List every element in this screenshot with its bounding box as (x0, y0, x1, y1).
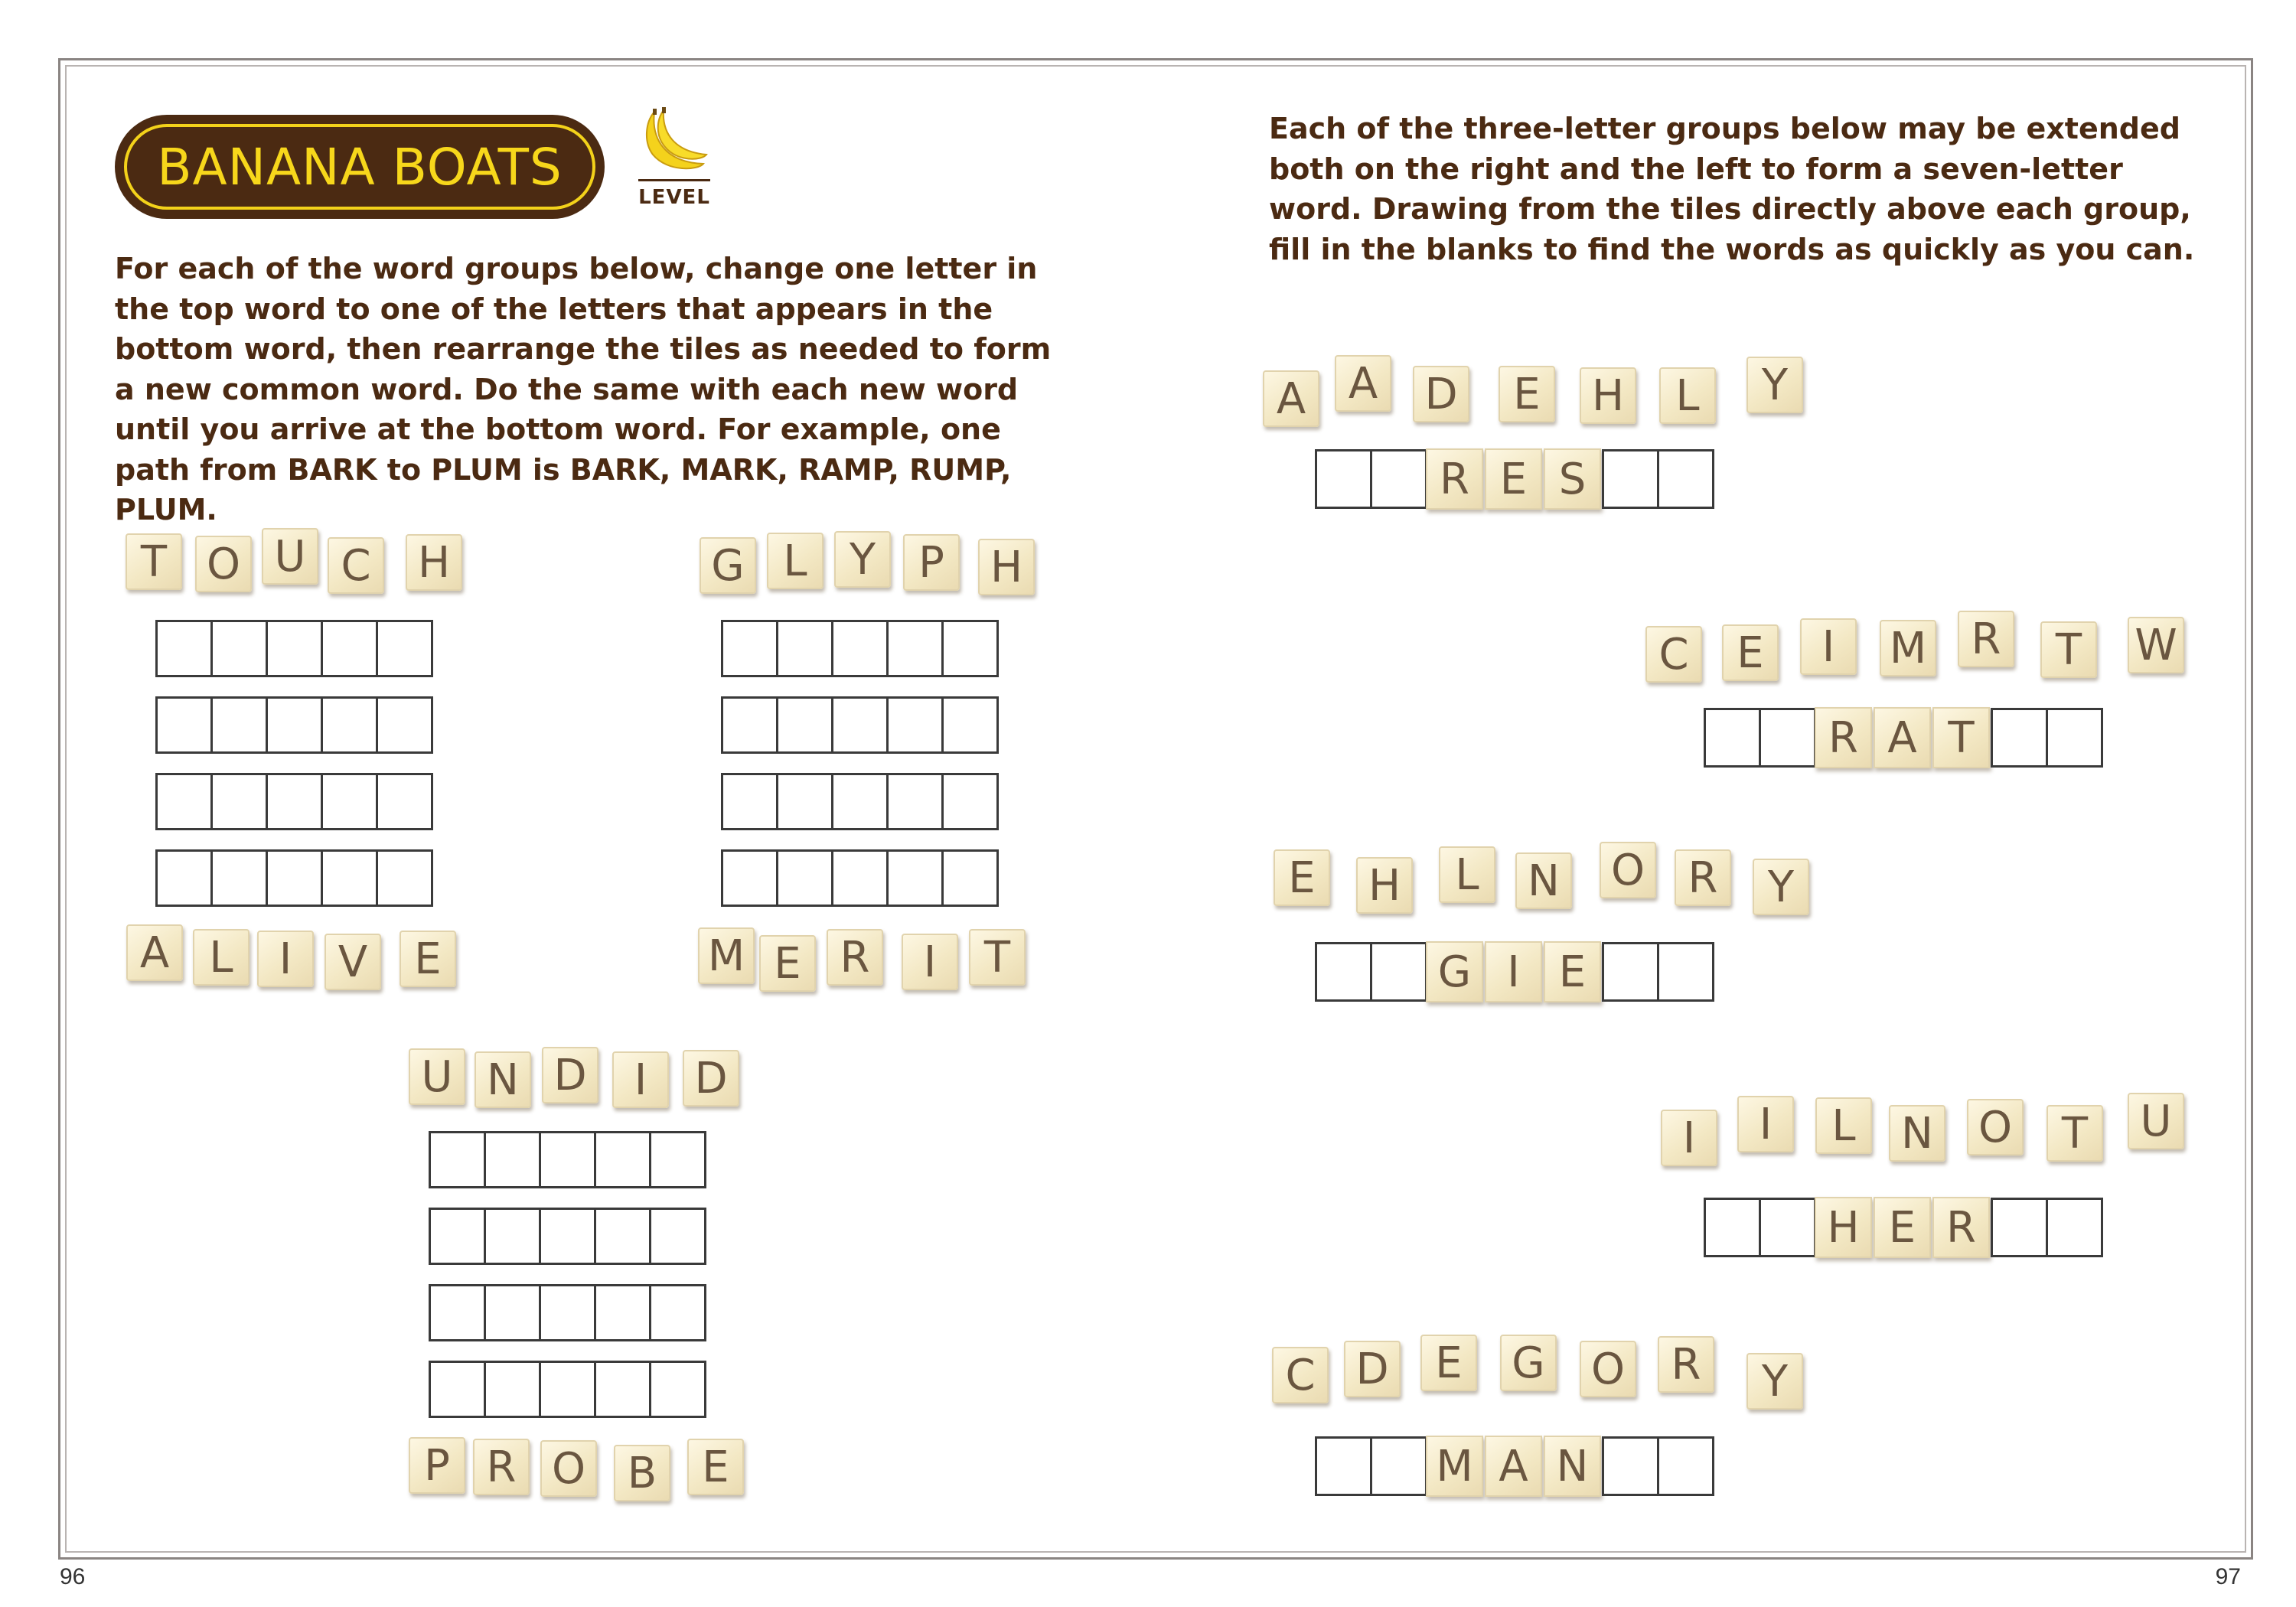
answer-cell[interactable] (886, 620, 944, 677)
answer-row[interactable] (429, 1284, 704, 1341)
letter-tile: H (1356, 857, 1413, 914)
answer-cell[interactable] (1315, 942, 1372, 1002)
letter-tile: E (1420, 1335, 1477, 1391)
letter-tile: M (1880, 620, 1936, 676)
answer-cell[interactable] (539, 1361, 596, 1418)
letter-tile: E (1722, 624, 1779, 681)
answer-cell[interactable] (1704, 1198, 1761, 1257)
answer-row[interactable] (155, 696, 431, 754)
letter-tile: I (1800, 618, 1857, 675)
answer-cell[interactable] (321, 620, 378, 677)
letter-tile: I (1661, 1110, 1717, 1166)
answer-cell[interactable] (941, 696, 999, 754)
letter-tile: L (1439, 846, 1495, 903)
level-indicator (632, 107, 716, 209)
answer-cell[interactable] (266, 849, 323, 907)
fixed-letter-tile: H (1815, 1197, 1872, 1258)
answer-cell[interactable] (831, 696, 889, 754)
letter-tile: W (2128, 617, 2184, 673)
fixed-letter-tile: A (1874, 707, 1931, 768)
answer-cell[interactable] (539, 1284, 596, 1341)
answer-cell[interactable] (776, 620, 833, 677)
answer-cell[interactable] (941, 849, 999, 907)
letter-tile: N (475, 1051, 531, 1108)
letter-tile: N (1889, 1105, 1945, 1162)
letter-tile: U (262, 528, 318, 585)
letter-tile: D (683, 1050, 739, 1107)
answer-cell[interactable] (376, 620, 433, 677)
answer-cell[interactable] (886, 849, 944, 907)
letter-tile: H (1580, 367, 1636, 424)
answer-cell[interactable] (321, 849, 378, 907)
letter-tile: G (700, 537, 756, 594)
answer-cell[interactable] (1704, 708, 1761, 768)
letter-tile: H (406, 534, 462, 591)
answer-cell[interactable] (721, 696, 778, 754)
answer-cell[interactable] (1759, 708, 1816, 768)
letter-tile: I (902, 934, 958, 990)
answer-cell[interactable] (886, 696, 944, 754)
answer-cell[interactable] (484, 1361, 541, 1418)
answer-row[interactable] (155, 773, 431, 830)
letter-tile: O (195, 536, 252, 592)
answer-row[interactable] (429, 1131, 704, 1188)
answer-cell[interactable] (721, 849, 778, 907)
letter-tile: O (1967, 1099, 2024, 1156)
fixed-letter-tile: E (1544, 941, 1601, 1002)
letter-tile: C (1645, 626, 1702, 683)
letter-tile: Y (1753, 859, 1809, 915)
fixed-letter-tile: R (1932, 1197, 1990, 1258)
answer-row[interactable] (429, 1361, 704, 1418)
answer-cell[interactable] (721, 620, 778, 677)
letter-tile: R (1658, 1336, 1714, 1393)
answer-cell[interactable] (1602, 449, 1659, 509)
letter-tile: Y (1746, 1353, 1803, 1410)
letter-tile: R (1958, 611, 2014, 667)
fixed-letter-tile: I (1485, 941, 1542, 1002)
letter-tile: L (1659, 367, 1716, 424)
answer-cell[interactable] (429, 1131, 486, 1188)
answer-cell[interactable] (210, 773, 268, 830)
answer-cell[interactable] (2046, 708, 2103, 768)
answer-cell[interactable] (484, 1208, 541, 1265)
answer-cell[interactable] (831, 620, 889, 677)
answer-cell[interactable] (1759, 1198, 1816, 1257)
answer-cell[interactable] (594, 1208, 651, 1265)
answer-cell[interactable] (776, 849, 833, 907)
answer-cell[interactable] (1991, 708, 2048, 768)
answer-cell[interactable] (1370, 1436, 1427, 1496)
answer-cell[interactable] (721, 773, 778, 830)
letter-tile: I (612, 1051, 669, 1108)
page-number-right: 97 (2215, 1564, 2241, 1589)
answer-row[interactable] (155, 849, 431, 907)
answer-cell[interactable] (429, 1361, 486, 1418)
page-title: BANANA BOATS (124, 124, 595, 210)
letter-tile: V (325, 934, 381, 990)
answer-cell[interactable] (484, 1131, 541, 1188)
word-row (1315, 1436, 1712, 1497)
answer-cell[interactable] (649, 1361, 706, 1418)
fixed-letter-tile: E (1485, 448, 1542, 510)
answer-cell[interactable] (376, 773, 433, 830)
answer-cell[interactable] (155, 696, 213, 754)
answer-cell[interactable] (539, 1208, 596, 1265)
answer-cell[interactable] (594, 1284, 651, 1341)
answer-cell[interactable] (429, 1208, 486, 1265)
fixed-letter-tile: E (1874, 1197, 1931, 1258)
answer-cell[interactable] (1602, 942, 1659, 1002)
letter-tile: Y (1746, 357, 1803, 413)
answer-cell[interactable] (155, 773, 213, 830)
letter-tile: A (1335, 355, 1391, 412)
letter-tile: T (126, 533, 182, 590)
fixed-letter-tile: T (1932, 707, 1990, 768)
letter-tile: T (969, 929, 1026, 986)
letter-tile: G (1500, 1335, 1557, 1391)
answer-cell[interactable] (1370, 942, 1427, 1002)
letter-tile: T (2040, 621, 2097, 678)
letter-tile: D (1344, 1341, 1401, 1397)
fixed-letter-tile: S (1544, 448, 1601, 510)
fixed-letter-tile: R (1426, 448, 1483, 510)
answer-cell[interactable] (210, 696, 268, 754)
answer-cell[interactable] (1657, 1436, 1714, 1496)
answer-cell[interactable] (539, 1131, 596, 1188)
word-row (1704, 707, 2101, 768)
answer-cell[interactable] (1315, 1436, 1372, 1496)
letter-tile: O (1580, 1341, 1636, 1397)
letter-tile: R (827, 929, 883, 986)
answer-cell[interactable] (376, 849, 433, 907)
answer-cell[interactable] (1657, 942, 1714, 1002)
answer-cell[interactable] (1991, 1198, 2048, 1257)
letter-tile: L (193, 929, 249, 986)
answer-cell[interactable] (594, 1131, 651, 1188)
answer-cell[interactable] (1602, 1436, 1659, 1496)
letter-tile: C (1272, 1347, 1329, 1403)
answer-cell[interactable] (1315, 449, 1372, 509)
letter-tile: B (614, 1445, 670, 1501)
fixed-letter-tile: N (1544, 1436, 1601, 1497)
level-rule (638, 179, 710, 181)
answer-cell[interactable] (2046, 1198, 2103, 1257)
answer-cell[interactable] (266, 620, 323, 677)
answer-cell[interactable] (429, 1284, 486, 1341)
letter-tile: Y (834, 531, 891, 588)
word-row (1704, 1197, 2101, 1258)
answer-cell[interactable] (321, 696, 378, 754)
letter-tile: E (687, 1439, 744, 1495)
letter-tile: L (767, 533, 823, 589)
answer-cell[interactable] (886, 773, 944, 830)
fixed-letter-tile: R (1815, 707, 1872, 768)
word-row (1315, 941, 1712, 1002)
instructions-left: For each of the word groups below, change one letter in the top word to one of the letters that appears in the bottom word, then rearrange the tiles as needed to form a new common word. Do the same with each new word until you arrive at the bottom word. For example, one path from BARK to PLUM is BARK, MARK, RAMP, RUMP, PLUM. (115, 252, 1052, 526)
answer-cell[interactable] (266, 773, 323, 830)
answer-cell[interactable] (776, 696, 833, 754)
letter-tile: E (1274, 849, 1330, 906)
letter-tile: R (473, 1439, 530, 1495)
answer-row[interactable] (721, 620, 996, 677)
letter-tile: N (1515, 852, 1572, 909)
answer-cell[interactable] (321, 773, 378, 830)
answer-row[interactable] (721, 849, 996, 907)
answer-cell[interactable] (941, 620, 999, 677)
letter-tile: T (2047, 1105, 2103, 1162)
answer-cell[interactable] (649, 1208, 706, 1265)
answer-row[interactable] (721, 773, 996, 830)
letter-tile: A (126, 924, 183, 981)
answer-cell[interactable] (155, 849, 213, 907)
answer-cell[interactable] (484, 1284, 541, 1341)
answer-cell[interactable] (1370, 449, 1427, 509)
answer-row[interactable] (155, 620, 431, 677)
answer-cell[interactable] (210, 620, 268, 677)
answer-cell[interactable] (649, 1131, 706, 1188)
answer-cell[interactable] (594, 1361, 651, 1418)
level-label: LEVEL (638, 186, 710, 209)
fixed-letter-tile: A (1485, 1436, 1542, 1497)
title-banner (115, 115, 605, 219)
answer-cell[interactable] (210, 849, 268, 907)
letter-tile: A (1263, 370, 1319, 427)
letter-tile: M (698, 927, 755, 984)
answer-cell[interactable] (831, 773, 889, 830)
fixed-letter-tile: G (1426, 941, 1483, 1002)
answer-cell[interactable] (649, 1284, 706, 1341)
letter-tile: P (409, 1437, 465, 1494)
letter-tile: O (540, 1440, 597, 1497)
letter-tile: I (1737, 1096, 1794, 1152)
fixed-letter-tile: M (1426, 1436, 1483, 1497)
letter-tile: D (542, 1047, 598, 1103)
letter-tile: H (978, 539, 1035, 595)
answer-cell[interactable] (376, 696, 433, 754)
letter-tile: U (2128, 1093, 2184, 1149)
letter-tile: E (759, 935, 816, 992)
answer-cell[interactable] (1657, 449, 1714, 509)
answer-cell[interactable] (776, 773, 833, 830)
letter-tile: D (1413, 366, 1469, 422)
letter-tile: E (400, 931, 456, 987)
letter-tile: P (903, 534, 960, 591)
banana-icon (638, 107, 711, 174)
page-number-left: 96 (60, 1564, 86, 1589)
answer-cell[interactable] (941, 773, 999, 830)
letter-tile: I (257, 931, 314, 987)
word-row (1315, 448, 1712, 510)
instructions-right: Each of the three-letter groups below may be extended both on the right and the left to form a seven-letter word. Drawing from the tiles directly above each group, fill in the blanks to find the words as quickly as you can. (1269, 112, 2195, 266)
answer-cell[interactable] (266, 696, 323, 754)
letter-tile: L (1815, 1097, 1872, 1154)
answer-cell[interactable] (831, 849, 889, 907)
letter-tile: E (1499, 366, 1555, 422)
answer-row[interactable] (721, 696, 996, 754)
answer-cell[interactable] (155, 620, 213, 677)
letter-tile: O (1600, 842, 1656, 898)
letter-tile: U (409, 1048, 465, 1105)
letter-tile: C (328, 537, 384, 594)
letter-tile: R (1675, 849, 1731, 906)
answer-row[interactable] (429, 1208, 704, 1265)
